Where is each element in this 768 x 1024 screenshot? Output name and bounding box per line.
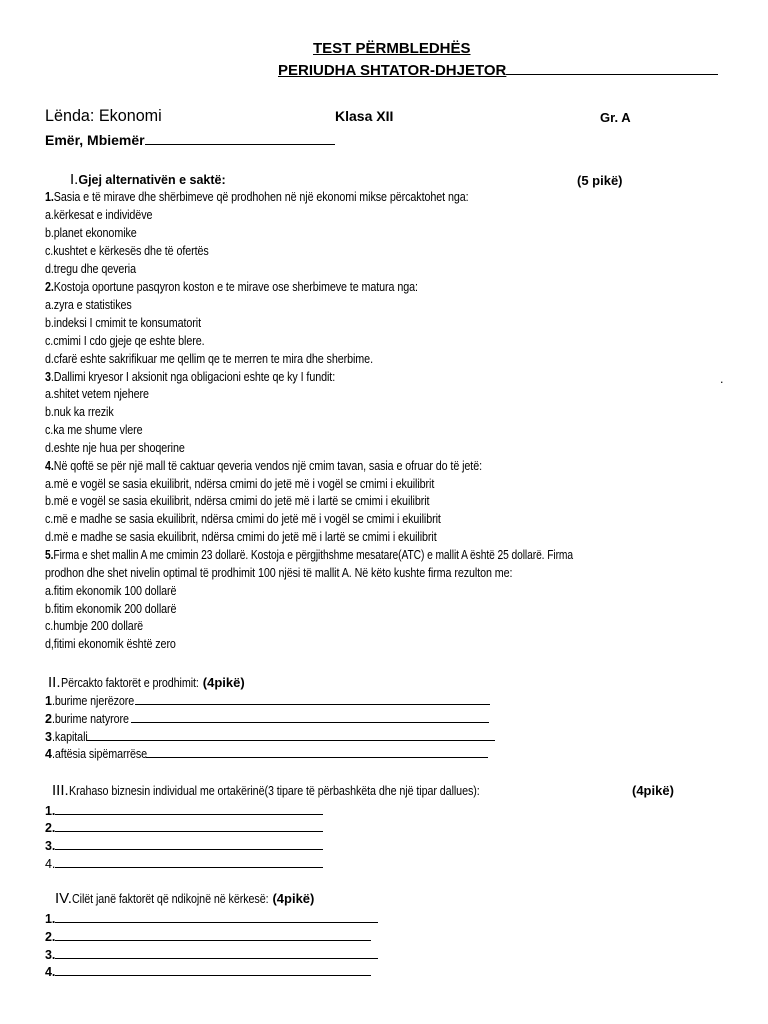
question-4: 4.Në qoftë se për një mall të caktuar qeveria vendos një cmim tavan, sasia e ofruar do të jetë: — [45, 459, 483, 473]
factor-line[interactable]: 3.kapitali — [45, 728, 495, 744]
option[interactable]: b.nuk ka rrezik — [45, 405, 114, 419]
period-title: PERIUDHA SHTATOR-DHJETOR — [278, 60, 718, 79]
class-label: Klasa XII — [335, 108, 394, 124]
section1-points: (5 pikë) — [577, 173, 623, 188]
answer-line[interactable]: 4. — [45, 963, 371, 979]
answer-line[interactable]: 4. — [45, 855, 323, 871]
section2-heading: II.Përcakto faktorët e prodhimit: (4pikë) — [48, 674, 245, 691]
option[interactable]: d.më e madhe se sasia ekuilibrit, ndërsa cmimi do jetë më i lartë se cmimi i ekuilibrit — [45, 530, 437, 544]
question-1: 1.Sasia e të mirave dhe shërbimeve që prodhohen në një ekonomi mikse përcaktohet nga: — [45, 190, 469, 204]
factor-line[interactable]: 4.aftësia sipëmarrëse — [45, 745, 488, 761]
option[interactable]: c.ka me shume vlere — [45, 423, 143, 437]
page-title: TEST PËRMBLEDHËS — [313, 40, 471, 57]
question-2: 2.Kostoja oportune pasqyron koston e te mirave ose sherbimeve te matura nga: — [45, 280, 418, 294]
group-label: Gr. A — [600, 110, 631, 125]
option[interactable]: c.kushtet e kërkesës dhe të ofertës — [45, 244, 209, 258]
option[interactable]: d,fitimi ekonomik është zero — [45, 637, 176, 651]
option[interactable]: a.kërkesat e individëve — [45, 208, 153, 222]
option[interactable]: d.cfarë eshte sakrifikuar me qellim qe te merren te mira dhe sherbime. — [45, 352, 373, 366]
option[interactable]: a.zyra e statistikes — [45, 298, 132, 312]
question-3: 3.Dallimi kryesor I aksionit nga obligacioni eshte qe ky I fundit: — [45, 370, 336, 384]
factor-line[interactable]: 1.burime njerëzore — [45, 692, 490, 708]
section3-points: (4pikë) — [632, 783, 674, 798]
option[interactable]: a.fitim ekonomik 100 dollarë — [45, 584, 177, 598]
section3-heading: III.Krahaso biznesin individual me ortakërinë(3 tipare të përbashkëta dhe një tipar dallues): — [52, 782, 480, 799]
answer-line[interactable]: 1. — [45, 802, 323, 818]
option[interactable]: b.indeksi I cmimit te konsumatorit — [45, 316, 201, 330]
option[interactable]: b.fitim ekonomik 200 dollarë — [45, 602, 177, 616]
section4-heading: IV.Cilët janë faktorët që ndikojnë në kërkesë: (4pikë) — [55, 890, 315, 907]
option[interactable]: d.eshte nje hua per shoqerine — [45, 441, 185, 455]
stray-dot: . — [720, 372, 724, 386]
question-5: 5.Firma e shet mallin A me cmimin 23 dollarë. Kostoja e përgjithshme mesatare(ATC) e mallit A është 25 dollarë. Firma — [45, 548, 574, 562]
section1-heading: I.Gjej alternativën e saktë: — [70, 171, 226, 188]
subject-label: Lënda: Ekonomi — [45, 106, 162, 125]
answer-line[interactable]: 2. — [45, 928, 371, 944]
factor-line[interactable]: 2.burime natyrore — [45, 710, 489, 726]
answer-line[interactable]: 1. — [45, 910, 378, 926]
option[interactable]: b.më e vogël se sasia ekuilibrit, ndërsa cmimi do jetë më i lartë se cmimi i ekuilibrit — [45, 494, 430, 508]
option[interactable]: a.më e vogël se sasia ekuilibrit, ndërsa cmimi do jetë më i vogël se cmimi i ekuilibrit — [45, 477, 435, 491]
answer-line[interactable]: 3. — [45, 837, 323, 853]
answer-line[interactable]: 2. — [45, 819, 323, 835]
option[interactable]: b.planet ekonomike — [45, 226, 137, 240]
question-5-cont: prodhon dhe shet nivelin optimal të prodhimit 100 njësi të mallit A. Në këto kushte firma rezulton me: — [45, 566, 513, 580]
option[interactable]: c.cmimi I cdo gjeje qe eshte blere. — [45, 334, 205, 348]
option[interactable]: c.më e madhe se sasia ekuilibrit, ndërsa cmimi do jetë më i vogël se cmimi i ekuilibrit — [45, 512, 441, 526]
name-field[interactable]: Emër, Mbiemër — [45, 131, 335, 148]
answer-line[interactable]: 3. — [45, 946, 378, 962]
option[interactable]: a.shitet vetem njehere — [45, 387, 149, 401]
option[interactable]: c.humbje 200 dollarë — [45, 619, 144, 633]
option[interactable]: d.tregu dhe qeveria — [45, 262, 137, 276]
